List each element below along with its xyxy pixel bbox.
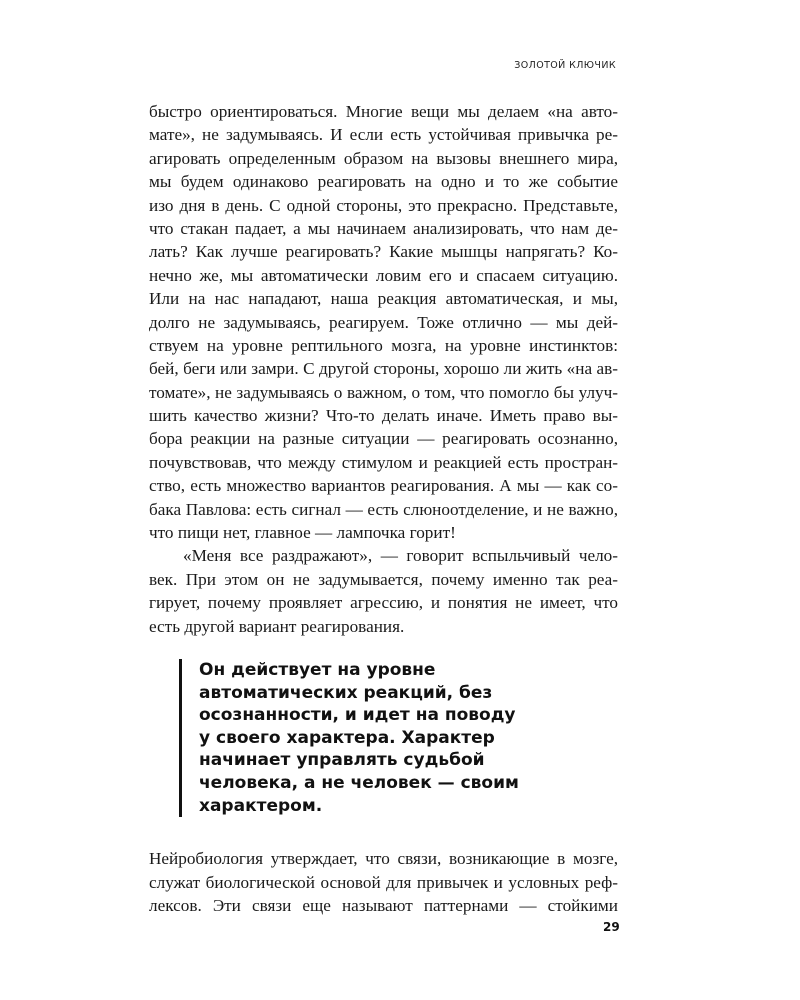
- text-line: что стакан падает, а мы начинаем анализировать, что нам де-: [149, 218, 618, 238]
- quote-line: Он действует на уровне: [199, 659, 436, 680]
- text-line: служат биологической основой для привычек и условных реф-: [149, 872, 618, 892]
- text-line: изо дня в день. С одной стороны, это прекрасно. Представьте,: [149, 195, 618, 215]
- text-line: нечно же, мы автоматически ловим его и спасаем ситуацию.: [149, 265, 618, 285]
- text-line: ство, есть множество вариантов реагирования. А мы — как со-: [149, 476, 618, 496]
- text-line: век. При этом он не задумывается, почему именно так реа-: [149, 569, 618, 589]
- text-line: ствуем на уровне рептильного мозга, на уровне инстинктов:: [149, 335, 618, 355]
- paragraph-2: [149, 544, 618, 638]
- text-line: лать? Как лучше реагировать? Какие мышцы напрягать? Ко-: [149, 242, 618, 262]
- quote-line: осознанности, и идет на поводу: [199, 705, 516, 726]
- text-line: Или на нас нападают, наша реакция автоматическая, и мы,: [149, 289, 618, 309]
- text-line: мате», не задумываясь. И если есть устойчивая привычка ре-: [149, 125, 618, 145]
- text-line: «Меня все раздражают», — говорит вспыльчивый чело-: [183, 546, 618, 566]
- quote-line: у своего характера. Характер: [199, 727, 495, 748]
- text-line: бей, беги или замри. С другой стороны, хорошо ли жить «на ав-: [149, 359, 618, 379]
- text-line: Нейробиология утверждает, что связи, возникающие в мозге,: [149, 849, 618, 869]
- quote-line: начинает управлять судьбой: [199, 750, 485, 771]
- text-line: долго не задумываясь, реагируем. Тоже отлично — мы дей-: [149, 312, 618, 332]
- text-line: шить качество жизни? Что-то делать иначе. Иметь право вы-: [149, 406, 618, 426]
- body-text: [149, 100, 618, 917]
- quote-line: человека, а не человек — своим: [199, 772, 519, 793]
- paragraph-3: [149, 847, 618, 917]
- text-line: мы будем одинаково реагировать на одно и то же событие: [149, 172, 618, 192]
- text-line: есть другой вариант реагирования.: [149, 616, 405, 636]
- pull-quote: [179, 659, 519, 817]
- text-line: быстро ориентироваться. Многие вещи мы делаем «на авто-: [149, 102, 618, 121]
- text-line: лексов. Эти связи еще называют паттернами — стойкими: [149, 895, 618, 915]
- text-line: бака Павлова: есть сигнал — есть слюноотделение, и не важно,: [149, 499, 618, 519]
- paragraph-1: [149, 100, 618, 544]
- text-line: агировать определенным образом на вызовы внешнего мира,: [149, 148, 618, 168]
- text-line: бора реакции на разные ситуации — реагировать осознанно,: [149, 429, 618, 449]
- quote-line: характером.: [199, 795, 323, 816]
- text-line: почувствовав, что между стимулом и реакцией есть простран-: [149, 452, 618, 472]
- text-line: что пищи нет, главное — лампочка горит!: [149, 523, 456, 543]
- quote-line: автоматических реакций, без: [199, 682, 493, 703]
- page-number: 29: [603, 920, 620, 934]
- text-line: гирует, почему проявляет агрессию, и понятия не имеет, что: [149, 593, 618, 613]
- text-line: томате», не задумываясь о важном, о том, что помогло бы улуч-: [149, 382, 618, 402]
- running-head: ЗОЛОТОЙ КЛЮЧИК: [514, 60, 616, 71]
